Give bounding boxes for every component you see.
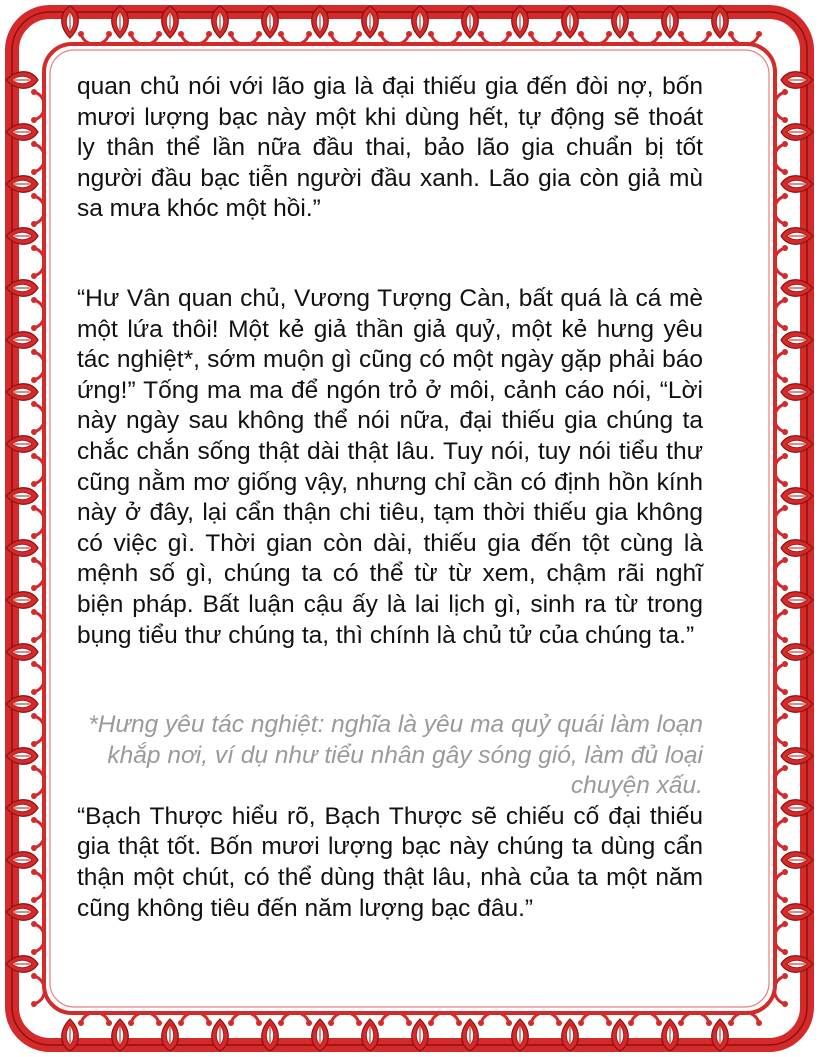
border-leaf-ornament bbox=[712, 6, 729, 38]
border-leaf-ornament bbox=[412, 6, 429, 38]
border-leaf-ornament bbox=[112, 1019, 129, 1051]
footnote: *Hưng yêu tác nghiệt: nghĩa là yêu ma quỷ quái làm loạn khắp nơi, ví dụ như tiểu nhân gây sóng gió, làm đủ loại chuyện xấu. bbox=[88, 711, 703, 800]
border-leaf-ornament bbox=[462, 6, 479, 38]
border-leaf-ornament bbox=[712, 1019, 729, 1051]
document-body bbox=[77, 72, 703, 924]
border-leaf-ornament bbox=[162, 1019, 179, 1051]
border-leaf-ornament bbox=[62, 6, 79, 38]
border-leaf-ornament bbox=[212, 6, 229, 38]
border-leaf-ornament bbox=[462, 1019, 479, 1051]
border-leaf-ornament bbox=[512, 1019, 529, 1051]
border-leaf-ornament bbox=[162, 6, 179, 38]
border-leaf-ornament bbox=[612, 1019, 629, 1051]
border-leaf-ornament bbox=[112, 6, 129, 38]
border-leaf-ornament bbox=[62, 1019, 79, 1051]
border-leaf-ornament bbox=[512, 6, 529, 38]
border-leaf-ornament bbox=[312, 6, 329, 38]
paragraph-1: quan chủ nói với lão gia là đại thiếu gia đến đòi nợ, bốn mươi lượng bạc này một khi dùng hết, tự động sẽ thoát ly thân thể lần nữa đầu thai, bảo lão gia chuẩn bị tốt người đầu bạc tiễn người đầu xanh. Lão gia còn giả mù sa mưa khóc một hồi.” bbox=[77, 73, 703, 223]
border-leaf-ornament bbox=[362, 6, 379, 38]
border-leaf-ornament bbox=[662, 6, 679, 38]
border-leaf-ornament bbox=[212, 1019, 229, 1051]
border-leaf-ornament bbox=[612, 6, 629, 38]
border-leaf-ornament bbox=[562, 6, 579, 38]
border-leaf-ornament bbox=[412, 1019, 429, 1051]
paragraph-2: “Hư Vân quan chủ, Vương Tượng Càn, bất quá là cá mè một lứa thôi! Một kẻ giả thần giả quỷ, một kẻ hưng yêu tác nghiệt*, sớm muộn gì cũng có một ngày gặp phải báo ứng!” Tống ma ma để ngón trỏ ở môi, cảnh cáo nói, “Lời này ngày sau không thể nói nữa, đại thiếu gia chúng ta chắc chắn sống thật dài thật lâu. Tuy nói, tuy nói tiểu thư cũng nằm mơ giống vậy, nhưng chỉ cần có định hồn kính này ở đây, lại cẩn thận chi tiêu, tạm thời thiếu gia không có việc gì. Thời gian còn dài, thiếu gia đến tột cùng là mệnh số gì, chúng ta có thể từ từ xem, chậm rãi nghĩ biện pháp. Bất luận cậu ấy là lai lịch gì, sinh ra từ trong bụng tiểu thư chúng ta, thì chính là chủ tử của chúng ta.” bbox=[77, 284, 703, 649]
border-leaf-ornament bbox=[262, 6, 279, 38]
paragraph-3: “Bạch Thược hiểu rõ, Bạch Thược sẽ chiếu cố đại thiếu gia thật tốt. Bốn mươi lượng bạc này chúng ta dùng cẩn thận một chút, có thể dùng thật lâu, nhà của ta một năm cũng không tiêu đến năm lượng bạc đâu.” bbox=[77, 802, 703, 922]
border-leaf-ornament bbox=[662, 1019, 679, 1051]
border-leaf-ornament bbox=[312, 1019, 329, 1051]
border-leaf-ornament bbox=[562, 1019, 579, 1051]
border-leaf-ornament bbox=[362, 1019, 379, 1051]
border-leaf-ornament bbox=[262, 1019, 279, 1051]
